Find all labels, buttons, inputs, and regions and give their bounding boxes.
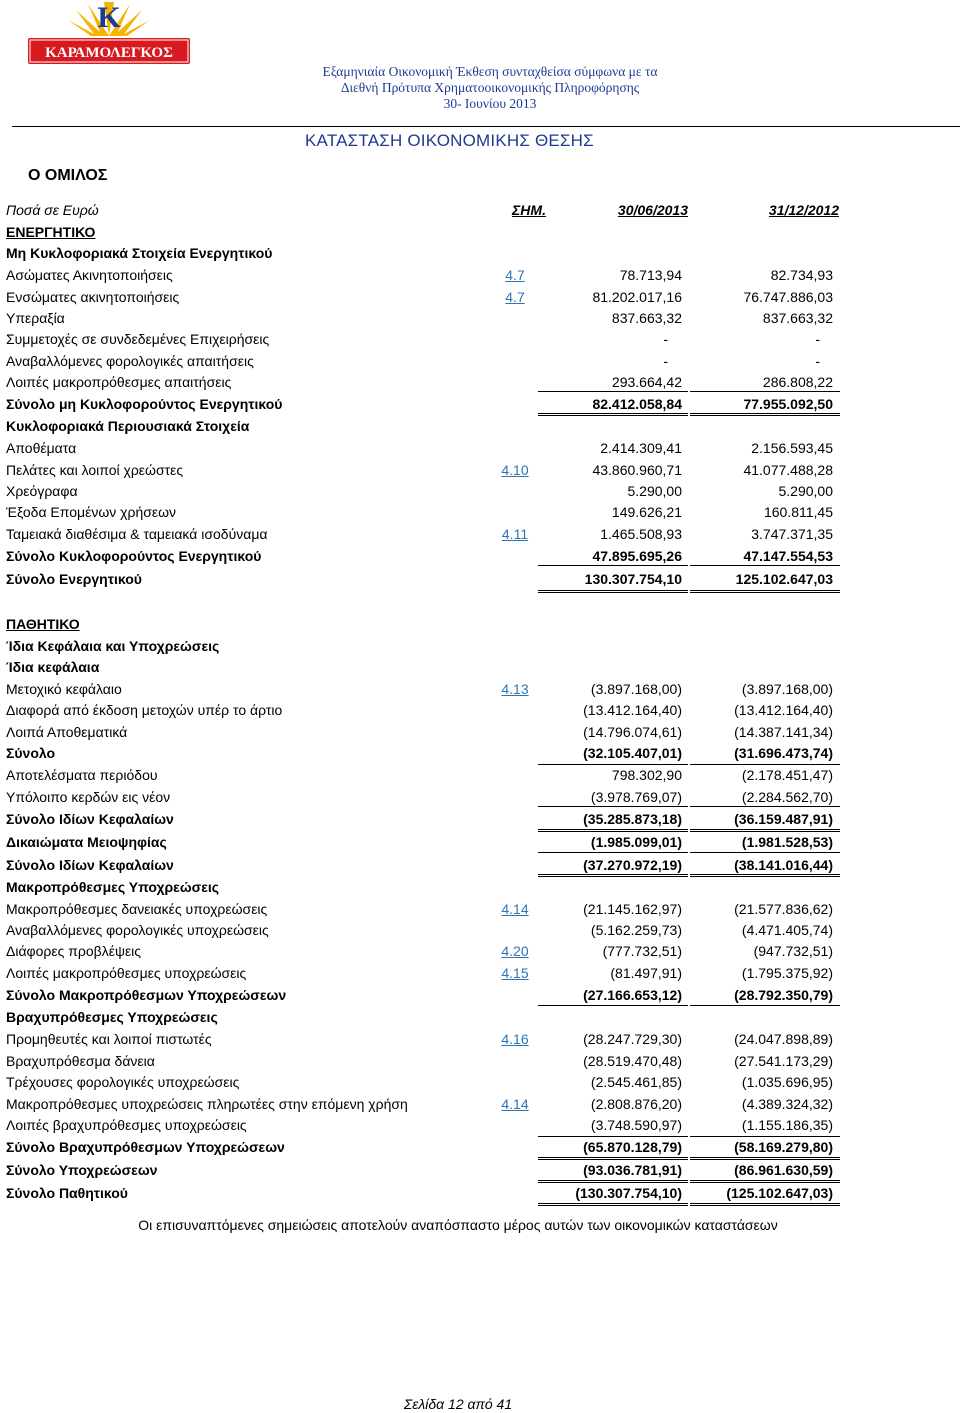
row-label: ΠΑΘΗΤΙΚΟ xyxy=(6,616,80,632)
value-2012: (1.981.528,53) xyxy=(741,834,833,850)
double-total-rule xyxy=(690,1157,840,1160)
table-row xyxy=(0,1051,960,1072)
table-row xyxy=(0,502,960,523)
row-label: Σύνολο μη Κυκλοφορούντος Ενεργητικού xyxy=(6,396,283,412)
row-label: Υπόλοιπο κερδών εις νέον xyxy=(6,789,171,805)
value-2013: (81.497,91) xyxy=(610,965,682,981)
subtotal-rule xyxy=(538,852,688,853)
value-2013: (14.796.074,61) xyxy=(583,724,682,740)
double-total-rule xyxy=(538,1157,688,1160)
value-2012: (13.412.164,40) xyxy=(734,702,833,718)
value-2013: (777.732,51) xyxy=(602,943,682,959)
table-row xyxy=(0,524,960,545)
table-row xyxy=(0,985,960,1006)
subtotal-rule xyxy=(690,1005,840,1006)
value-2012: (125.102.647,03) xyxy=(726,1185,833,1201)
value-2012: 77.955.092,50 xyxy=(743,396,833,412)
value-2012: (947.732,51) xyxy=(753,943,833,959)
row-label: Σύνολο Μακροπρόθεσμων Υποχρεώσεων xyxy=(6,987,287,1003)
table-row xyxy=(0,1007,960,1028)
value-2013: - xyxy=(663,353,668,369)
table-row xyxy=(0,416,960,437)
table-row xyxy=(0,308,960,329)
double-total-rule xyxy=(538,829,688,832)
value-2012: (27.541.173,29) xyxy=(734,1053,833,1069)
subtotal-rule xyxy=(690,565,840,566)
note-reference-link[interactable]: 4.13 xyxy=(501,681,529,697)
value-2012: - xyxy=(815,353,820,369)
note-reference-link[interactable]: 4.10 xyxy=(501,462,529,478)
value-2013: (93.036.781,91) xyxy=(583,1162,682,1178)
table-row xyxy=(0,265,960,286)
value-2013: 149.626,21 xyxy=(611,504,682,520)
subtotal-rule xyxy=(690,806,840,807)
value-2012: (58.169.279,80) xyxy=(734,1139,833,1155)
row-label: Μετοχικό κεφάλαιο xyxy=(6,681,122,697)
double-total-rule xyxy=(690,413,840,416)
table-row xyxy=(0,243,960,264)
double-total-rule xyxy=(538,874,688,877)
row-label: Έξοδα Επομένων χρήσεων xyxy=(6,504,177,520)
row-label: Ασώματες Ακινητοποιήσεις xyxy=(6,267,173,283)
value-2013: 293.664,42 xyxy=(611,374,682,390)
value-2012: (2.284.562,70) xyxy=(741,789,833,805)
company-logo xyxy=(28,2,190,64)
note-reference-link[interactable]: 4.16 xyxy=(501,1031,529,1047)
table-row xyxy=(0,1115,960,1136)
table-row xyxy=(0,743,960,764)
row-label: Βραχυπρόθεσμες Υποχρεώσεις xyxy=(6,1009,218,1025)
table-row xyxy=(0,394,960,415)
value-2012: (2.178.451,47) xyxy=(741,767,833,783)
row-label: Ενσώματες ακινητοποιήσεις xyxy=(6,289,180,305)
row-label: Ίδια Κεφάλαια και Υποχρεώσεις xyxy=(6,638,220,654)
row-label: Τρέχουσες φορολογικές υποχρεώσεις xyxy=(6,1074,240,1090)
value-2013: 82.412.058,84 xyxy=(592,396,682,412)
value-2012: (3.897.168,00) xyxy=(741,681,833,697)
table-row xyxy=(0,287,960,308)
note-reference-link[interactable]: 4.7 xyxy=(505,289,525,305)
row-label: Δικαιώματα Μειοψηφίας xyxy=(6,834,167,850)
table-row xyxy=(0,657,960,678)
note-reference-link[interactable]: 4.20 xyxy=(501,943,529,959)
table-row xyxy=(0,722,960,743)
row-label: Σύνολο Βραχυπρόθεσμων Υποχρεώσεων xyxy=(6,1139,285,1155)
row-label: Αποτελέσματα περιόδου xyxy=(6,767,158,783)
value-2012: - xyxy=(815,331,820,347)
row-label: Σύνολο xyxy=(6,745,56,761)
row-label: Σύνολο Ιδίων Κεφαλαίων xyxy=(6,811,174,827)
table-row xyxy=(0,941,960,962)
row-label: Πελάτες και λοιποί χρεώστες xyxy=(6,462,184,478)
row-label: Σύνολο Ενεργητικού xyxy=(6,571,142,587)
value-2013: (13.412.164,40) xyxy=(583,702,682,718)
row-label: Σύνολο Υποχρεώσεων xyxy=(6,1162,158,1178)
double-total-rule xyxy=(538,590,688,593)
value-2012: (36.159.487,91) xyxy=(734,811,833,827)
value-2012: (38.141.016,44) xyxy=(734,857,833,873)
table-row xyxy=(0,438,960,459)
value-2013: 837.663,32 xyxy=(611,310,682,326)
table-row xyxy=(0,460,960,481)
subtotal-rule xyxy=(690,1136,840,1137)
value-2013: (27.166.653,12) xyxy=(583,987,682,1003)
table-row xyxy=(0,855,960,876)
row-label: Κυκλοφοριακά Περιουσιακά Στοιχεία xyxy=(6,418,250,434)
table-row xyxy=(0,679,960,700)
value-2013: 43.860.960,71 xyxy=(592,462,682,478)
value-2013: (2.808.876,20) xyxy=(590,1096,682,1112)
row-label: Μακροπρόθεσμες Υποχρεώσεις xyxy=(6,879,220,895)
page-number: Σελίδα 12 από 41 xyxy=(403,1396,513,1412)
row-label: Αποθέματα xyxy=(6,440,77,456)
period-2012-header: 31/12/2012 xyxy=(768,202,839,218)
row-label: Μακροπρόθεσμες δανειακές υποχρεώσεις xyxy=(6,901,268,917)
note-reference-link[interactable]: 4.15 xyxy=(501,965,529,981)
header-divider xyxy=(12,126,960,127)
row-label: Μη Κυκλοφοριακά Στοιχεία Ενεργητικού xyxy=(6,245,273,261)
page-title: ΚΑΤΑΣΤΑΣΗ ΟΙΚΟΝΟΜΙΚΗΣ ΘΕΣΗΣ xyxy=(305,131,594,150)
double-total-rule xyxy=(690,829,840,832)
row-label: Σύνολο Ιδίων Κεφαλαίων xyxy=(6,857,174,873)
row-label: Χρεόγραφα xyxy=(6,483,78,499)
value-2012: 125.102.647,03 xyxy=(735,571,833,587)
row-label: Λοιπά Αποθεματικά xyxy=(6,724,128,740)
table-row xyxy=(0,1072,960,1093)
report-header-line2: Διεθνή Πρότυπα Χρηματοοικονομικής Πληροφόρησης xyxy=(340,80,640,95)
table-row xyxy=(0,920,960,941)
value-2012: 82.734,93 xyxy=(770,267,833,283)
value-2013: 5.290,00 xyxy=(627,483,682,499)
value-2013: (1.985.099,01) xyxy=(590,834,682,850)
value-2012: (21.577.836,62) xyxy=(734,901,833,917)
value-2013: 47.895.695,26 xyxy=(592,548,682,564)
value-2013: (37.270.972,19) xyxy=(583,857,682,873)
value-2012: (1.155.186,35) xyxy=(741,1117,833,1133)
double-total-rule xyxy=(538,1203,688,1206)
row-label: Σύνολο Παθητικού xyxy=(6,1185,128,1201)
value-2012: 3.747.371,35 xyxy=(751,526,833,542)
value-2012: 837.663,32 xyxy=(762,310,833,326)
table-row xyxy=(0,1137,960,1158)
row-label: Διάφορες προβλέψεις xyxy=(6,943,142,959)
row-label: Σύνολο Κυκλοφορούντος Ενεργητικού xyxy=(6,548,262,564)
table-row xyxy=(0,1094,960,1115)
note-column-header: ΣΗΜ. xyxy=(512,202,546,218)
subtotal-rule xyxy=(538,806,688,807)
table-row xyxy=(0,351,960,372)
value-2013: (3.748.590,97) xyxy=(590,1117,682,1133)
row-label: Υπεραξία xyxy=(6,310,65,326)
double-total-rule xyxy=(690,1203,840,1206)
value-2013: 798.302,90 xyxy=(611,767,682,783)
value-2013: (5.162.259,73) xyxy=(590,922,682,938)
value-2012: (1.795.375,92) xyxy=(741,965,833,981)
value-2013: 130.307.754,10 xyxy=(584,571,682,587)
table-row xyxy=(0,569,960,590)
table-row xyxy=(0,1183,960,1204)
svg-text:ΚΑΡΑΜΟΛΕΓΚΟΣ: ΚΑΡΑΜΟΛΕΓΚΟΣ xyxy=(45,45,173,61)
row-label: Αναβαλλόμενες φορολογικές υποχρεώσεις xyxy=(6,922,269,938)
value-2013: 78.713,94 xyxy=(619,267,682,283)
row-label: Προμηθευτές και λοιποί πιστωτές xyxy=(6,1031,212,1047)
table-row xyxy=(0,222,960,243)
row-label: Συμμετοχές σε συνδεδεμένες Επιχειρήσεις xyxy=(6,331,270,347)
note-reference-link[interactable]: 4.14 xyxy=(501,901,529,917)
value-2013: (2.545.461,85) xyxy=(590,1074,682,1090)
row-label: ΕΝΕΡΓΗΤΙΚΟ xyxy=(6,224,96,240)
table-row xyxy=(0,877,960,898)
row-label: Μακροπρόθεσμες υποχρεώσεις πληρωτέες στην επόμενη χρήση xyxy=(6,1096,408,1112)
subtotal-rule xyxy=(538,1136,688,1137)
table-header xyxy=(0,200,960,221)
value-2013: (3.897.168,00) xyxy=(590,681,682,697)
note-reference-link[interactable]: 4.11 xyxy=(501,526,529,542)
row-label: Βραχυπρόθεσμα δάνεια xyxy=(6,1053,155,1069)
row-label: Αναβαλλόμενες φορολογικές απαιτήσεις xyxy=(6,353,254,369)
subtotal-rule xyxy=(538,565,688,566)
value-2012: (24.047.898,89) xyxy=(734,1031,833,1047)
value-2013: (3.978.769,07) xyxy=(590,789,682,805)
double-total-rule xyxy=(690,874,840,877)
table-row xyxy=(0,636,960,657)
value-2013: - xyxy=(663,331,668,347)
table-row xyxy=(0,765,960,786)
table-row xyxy=(0,614,960,635)
value-2012: 5.290,00 xyxy=(778,483,833,499)
table-row xyxy=(0,899,960,920)
table-row xyxy=(0,832,960,853)
table-row xyxy=(0,372,960,393)
value-2012: (31.696.473,74) xyxy=(734,745,833,761)
value-2012: 41.077.488,28 xyxy=(743,462,833,478)
table-row xyxy=(0,809,960,830)
value-2012: 2.156.593,45 xyxy=(751,440,833,456)
subtotal-rule xyxy=(690,391,840,392)
group-label: Ο ΟΜΙΛΟΣ xyxy=(28,167,108,184)
value-2013: (28.519.470,48) xyxy=(583,1053,682,1069)
row-label: Διαφορά από έκδοση μετοχών υπέρ το άρτιο xyxy=(6,702,283,718)
row-label: Λοιπές μακροπρόθεσμες απαιτήσεις xyxy=(6,374,232,390)
table-row xyxy=(0,481,960,502)
row-label: Ίδια κεφάλαια xyxy=(6,659,100,675)
table-row xyxy=(0,1029,960,1050)
value-2012: 286.808,22 xyxy=(762,374,833,390)
amount-unit-label: Ποσά σε Ευρώ xyxy=(6,202,99,218)
double-total-rule xyxy=(690,1180,840,1183)
value-2012: (14.387.141,34) xyxy=(734,724,833,740)
svg-text:K: K xyxy=(97,2,121,34)
double-total-rule xyxy=(538,413,688,416)
value-2012: (86.961.630,59) xyxy=(734,1162,833,1178)
note-reference-link[interactable]: 4.7 xyxy=(505,267,525,283)
subtotal-rule xyxy=(538,764,688,765)
table-row xyxy=(0,700,960,721)
value-2012: 160.811,45 xyxy=(763,504,833,520)
value-2013: (130.307.754,10) xyxy=(575,1185,682,1201)
value-2013: 1.465.508,93 xyxy=(600,526,682,542)
value-2012: (4.389.324,32) xyxy=(741,1096,833,1112)
subtotal-rule xyxy=(690,764,840,765)
table-row xyxy=(0,329,960,350)
subtotal-rule xyxy=(538,1005,688,1006)
value-2013: 81.202.017,16 xyxy=(592,289,682,305)
table-row xyxy=(0,787,960,808)
table-row xyxy=(0,546,960,567)
subtotal-rule xyxy=(538,391,688,392)
row-label: Ταμειακά διαθέσιμα & ταμειακά ισοδύναμα xyxy=(6,526,268,542)
double-total-rule xyxy=(538,1180,688,1183)
row-label: Λοιπές βραχυπρόθεσμες υποχρεώσεις xyxy=(6,1117,247,1133)
value-2013: (28.247.729,30) xyxy=(583,1031,682,1047)
report-header-date: 30- Ιουνίου 2013 xyxy=(443,96,537,111)
value-2013: 2.414.309,41 xyxy=(600,440,682,456)
value-2012: (4.471.405,74) xyxy=(741,922,833,938)
row-label: Λοιπές μακροπρόθεσμες υποχρεώσεις xyxy=(6,965,247,981)
value-2012: 76.747.886,03 xyxy=(743,289,833,305)
table-row xyxy=(0,1160,960,1181)
value-2012: 47.147.554,53 xyxy=(743,548,833,564)
period-2013-header: 30/06/2013 xyxy=(617,202,688,218)
footnote: Οι επισυναπτόμενες σημειώσεις αποτελούν αναπόσπαστο μέρος αυτών των οικονομικών καταστάσεων xyxy=(138,1217,778,1233)
value-2013: (65.870.128,79) xyxy=(583,1139,682,1155)
value-2013: (32.105.407,01) xyxy=(583,745,682,761)
double-total-rule xyxy=(690,590,840,593)
table-row xyxy=(0,963,960,984)
note-reference-link[interactable]: 4.14 xyxy=(501,1096,529,1112)
report-header-line1: Εξαμηνιαία Οικονομική Έκθεση συνταχθείσα σύμφωνα με τα xyxy=(322,64,658,79)
value-2012: (28.792.350,79) xyxy=(734,987,833,1003)
value-2013: (35.285.873,18) xyxy=(583,811,682,827)
subtotal-rule xyxy=(690,852,840,853)
value-2013: (21.145.162,97) xyxy=(583,901,682,917)
value-2012: (1.035.696,95) xyxy=(741,1074,833,1090)
